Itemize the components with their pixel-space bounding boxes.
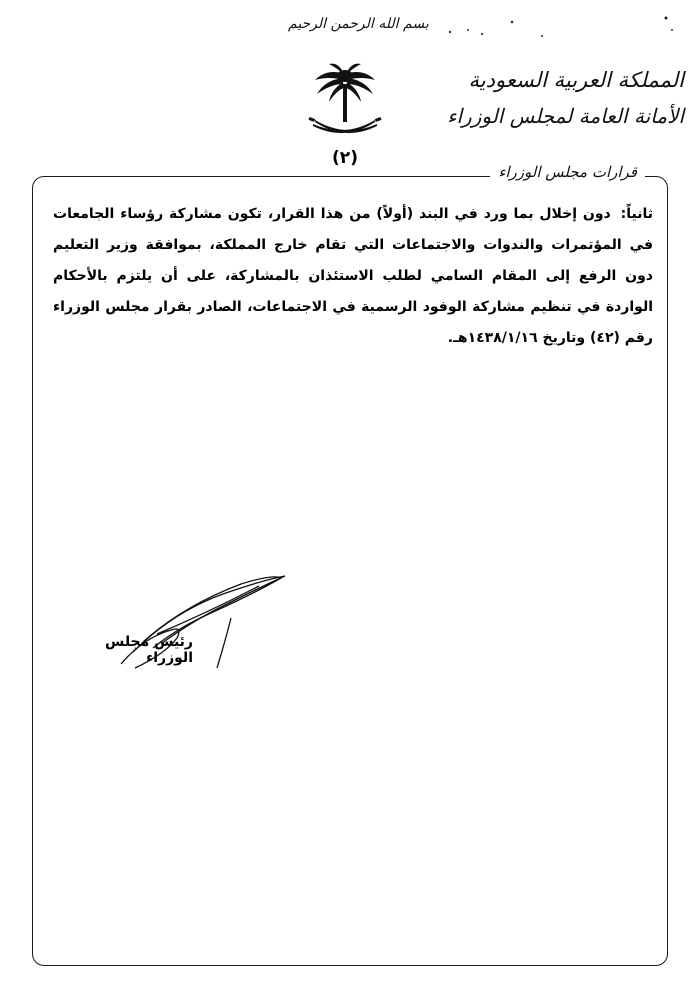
clause-text: دون إخلال بما ورد في البند (أولاً) من هذا القرار، تكون مشاركة رؤساء الجامعات في المؤتمرات والندوات والاجتماعات التي تقام خارج المملكة، بموافقة وزير التعليم دون الرفع إلى المقام السامي لطلب الاستئذان بالمشاركة، على أن يلتزم بالأحكام الواردة في تنظيم مشاركة الوفود الرسمية في الاجتماعات، الصادر بقرار مجلس الوزراء رقم (٤٢) وتاريخ ١٤٣٨/١/١٦هـ. [53, 206, 653, 346]
signatory-title: رئيس مجلس الوزراء [105, 634, 193, 666]
page-number: (٢) [332, 148, 358, 168]
document-frame [32, 163, 668, 966]
clause-label: ثانياً: [620, 206, 653, 222]
kingdom-name: المملكة العربية السعودية [468, 68, 684, 92]
basmala-header: بسم الله الرحمن الرحيم [288, 16, 429, 32]
frame-label: قرارات مجلس الوزراء [490, 163, 645, 181]
palm-and-swords-icon [305, 62, 385, 148]
decision-paragraph [53, 199, 653, 354]
signature-block [73, 572, 293, 682]
secretariat-name: الأمانة العامة لمجلس الوزراء [447, 104, 684, 128]
letterhead [447, 66, 684, 130]
scan-specks [420, 14, 700, 44]
